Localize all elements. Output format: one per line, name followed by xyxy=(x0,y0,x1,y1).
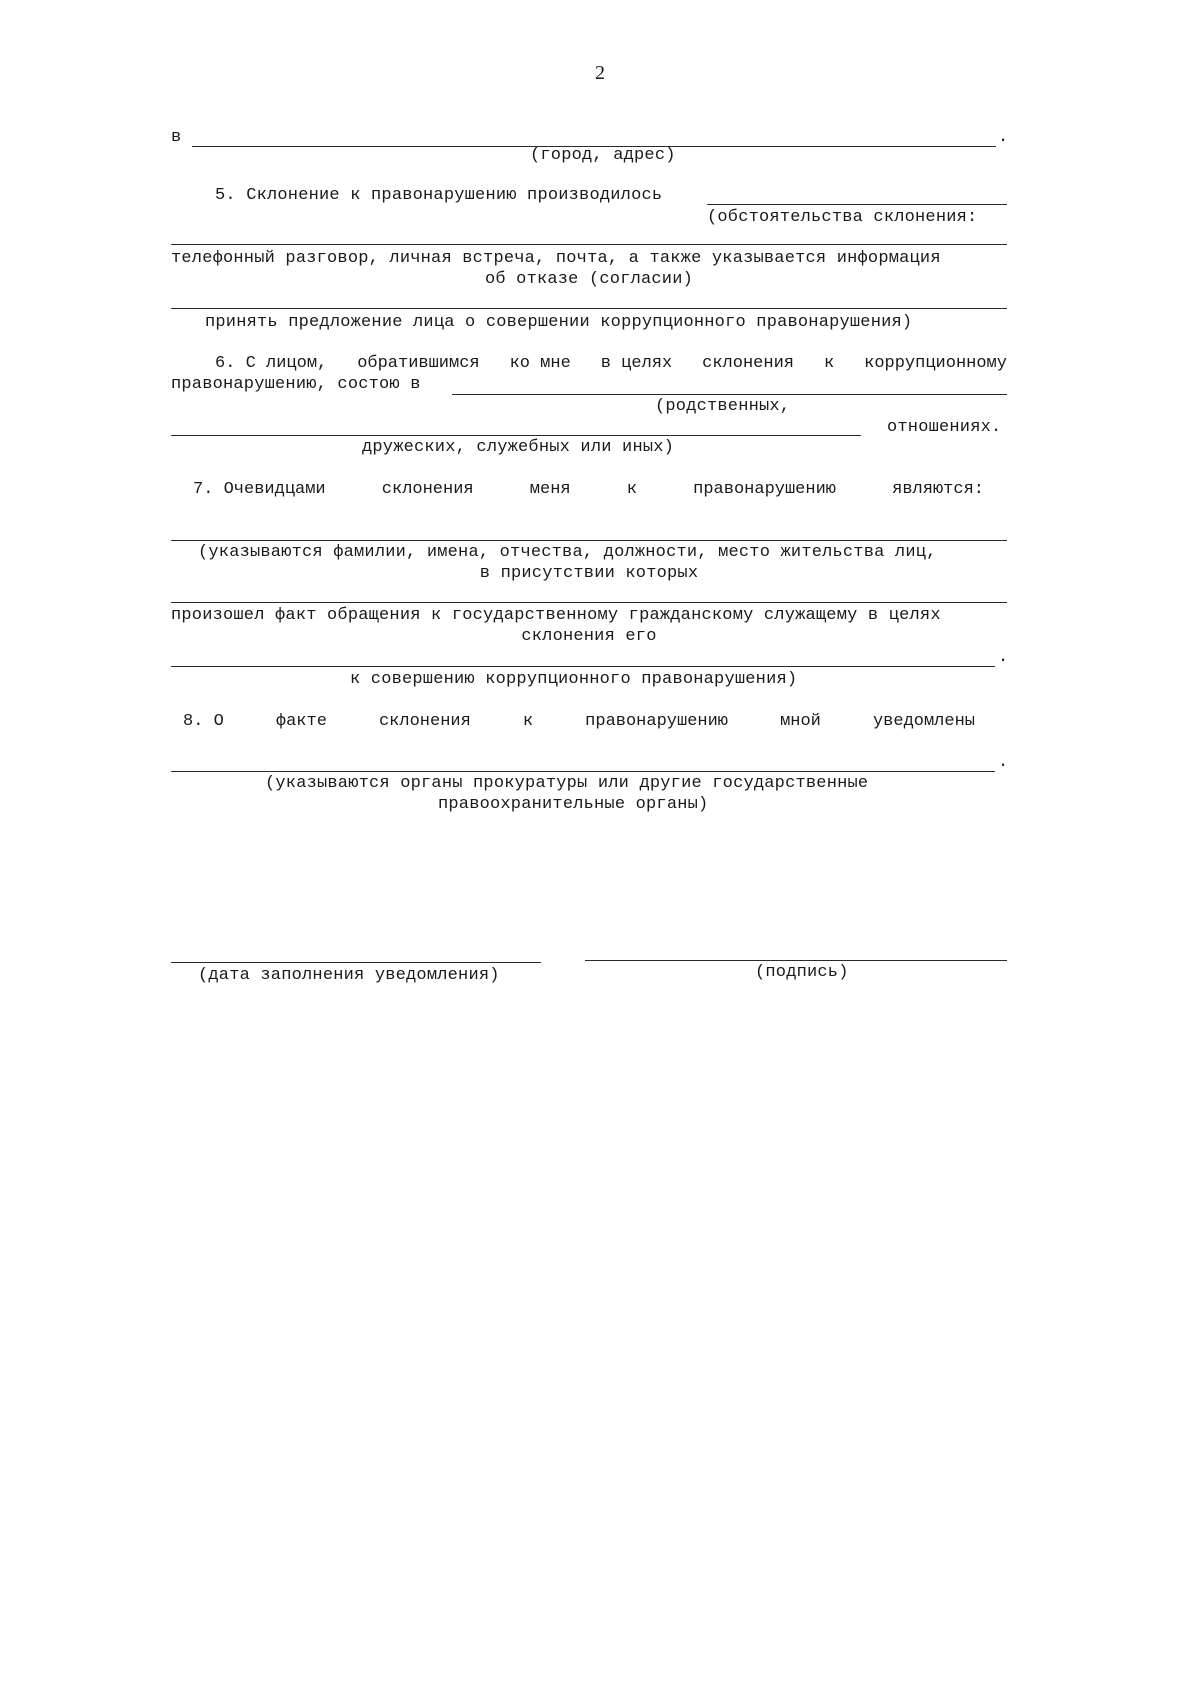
item8-word: факте xyxy=(275,712,327,731)
item6-word: склонения xyxy=(702,354,794,373)
item7-caption-3: произошел факт обращения к государственному гражданскому служащему в целях xyxy=(171,606,941,625)
item6-word: в целях xyxy=(600,354,673,373)
item8-caption-2: правоохранительные органы) xyxy=(438,795,709,814)
item6-word: 6. С лицом, xyxy=(215,354,328,373)
item8-word: склонения xyxy=(378,712,471,731)
item6-line-2: правонарушению, состою в xyxy=(171,375,421,394)
item6-line-1 xyxy=(215,354,1007,374)
item7-line-3 xyxy=(171,602,1007,603)
item7-caption-5: к совершению коррупционного правонарушения) xyxy=(350,670,798,689)
item7-caption-2: в присутствии которых xyxy=(479,564,699,583)
item8-word: уведомлены xyxy=(872,712,975,731)
item6-line-3 xyxy=(171,435,861,436)
item8-word: к xyxy=(522,712,534,731)
city-address-caption: (город, адрес) xyxy=(530,146,676,165)
item7-line-2 xyxy=(171,540,1007,541)
item7-line-4 xyxy=(171,666,995,667)
item8-line-1 xyxy=(183,712,975,732)
item7-caption-4: склонения его xyxy=(521,627,657,646)
item5-text: 5. Склонение к правонарушению производилось xyxy=(215,186,663,205)
item6-caption-1: (родственных, xyxy=(655,397,791,416)
date-line xyxy=(171,962,541,963)
item8-word: правонарушению xyxy=(585,712,728,731)
item5-line-3 xyxy=(171,308,1007,309)
item5-fill-line xyxy=(707,204,1007,205)
item8-caption-1: (указываются органы прокуратуры или другие государственные xyxy=(265,774,869,793)
item5-caption-3: об отказе (согласии) xyxy=(484,270,694,289)
item7-end-dot: . xyxy=(998,648,1009,667)
item5-line-2 xyxy=(171,244,1007,245)
line-end-dot: . xyxy=(998,128,1009,147)
item6-word: ко мне xyxy=(509,354,571,373)
item6-word: коррупционному xyxy=(864,354,1007,373)
prefix-v: в xyxy=(171,128,182,147)
item6-caption-2: дружеских, служебных или иных) xyxy=(362,438,675,457)
item8-end-dot: . xyxy=(998,753,1009,772)
page-number: 2 xyxy=(595,62,605,84)
item6-end-word: отношениях. xyxy=(887,418,1002,437)
signature-line xyxy=(585,960,1007,961)
item6-word: к xyxy=(823,354,835,373)
item7-word: правонарушению xyxy=(693,480,836,499)
item5-caption-1: (обстоятельства склонения: xyxy=(707,208,978,227)
item7-word: меня xyxy=(529,480,571,499)
item8-word: 8. О xyxy=(183,712,224,731)
item6-word: обратившимся xyxy=(357,354,480,373)
item8-line-2 xyxy=(171,771,995,772)
signature-caption: (подпись) xyxy=(755,963,849,982)
item8-word: мной xyxy=(780,712,821,731)
item7-word: являются: xyxy=(892,480,984,499)
item7-word: 7. Очевидцами xyxy=(193,480,326,499)
item7-line-1 xyxy=(193,480,984,500)
item5-caption-4: принять предложение лица о совершении коррупционного правонарушения) xyxy=(205,313,913,332)
item7-word: склонения xyxy=(381,480,474,499)
item7-caption-1: (указываются фамилии, имена, отчества, должности, место жительства лиц, xyxy=(198,543,937,562)
item7-word: к xyxy=(626,480,637,499)
date-caption: (дата заполнения уведомления) xyxy=(198,966,500,985)
item6-fill-line xyxy=(452,394,1007,395)
item5-caption-2: телефонный разговор, личная встреча, почта, а также указывается информация xyxy=(171,249,941,268)
